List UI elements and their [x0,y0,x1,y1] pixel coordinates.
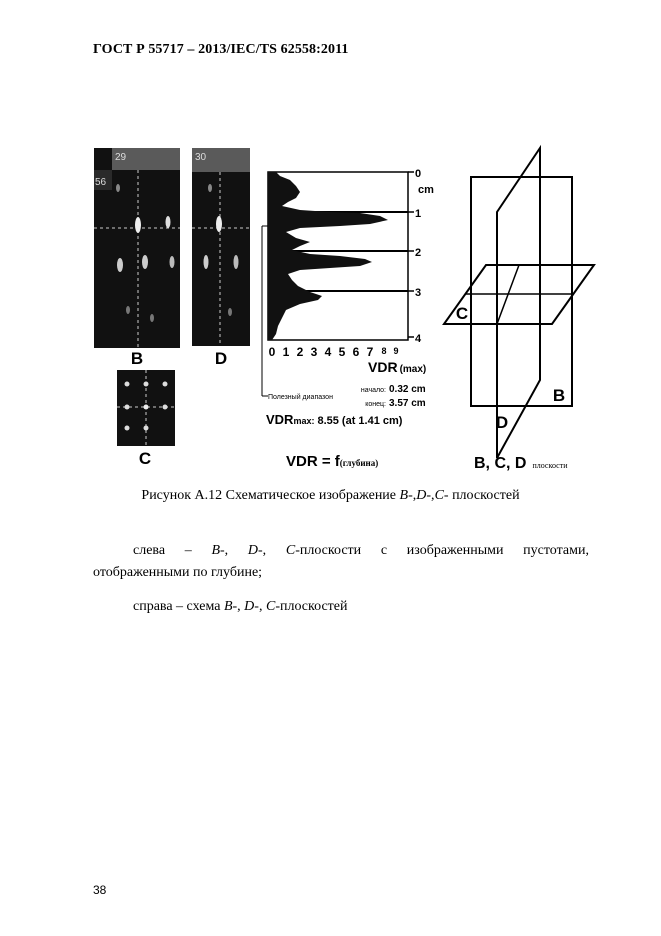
depth-tick-2: 2 [415,247,422,259]
d-panel-number-top: 30 [195,152,207,163]
planes-legend: B, C, D плоскости [474,455,568,472]
vdr-tick-2: 2 [296,345,304,359]
depth-unit: cm [418,184,434,196]
vdr-profile-plot [268,172,414,340]
useful-range-label: Полезный диапазон [268,394,333,401]
range-end-value: 3.57 cm [389,398,426,409]
figure-caption: Рисунок А.12 Схематическое изображение B-,D-,C- плоскостей [141,488,520,503]
depth-tick-1: 1 [415,208,422,220]
depth-tick-4: 4 [415,333,422,345]
vdr-tick-4: 4 [324,345,332,359]
b-panel-number-side: 56 [95,177,107,188]
vdr-tick-7: 7 [366,345,374,359]
range-start-label: начало: [360,387,386,394]
vdr-tick-8: 8 [381,346,387,356]
b-panel-label: B [130,349,144,368]
c-panel-label: C [138,449,152,468]
plane-label-c: C [455,304,469,323]
vdr-tick-9: 9 [393,346,399,356]
range-end-label: конец: [365,401,386,408]
paragraph-left-description: слева – B-, D-, C-плоскости с изображенными пустотами, отображенными по глубине; [93,543,589,580]
vdr-tick-5: 5 [338,345,346,359]
d-plane [497,148,540,458]
range-start-value: 0.32 cm [389,384,426,395]
paragraph-right-description: справа – схема B-, D-, C-плоскостей [133,599,348,614]
c-scan-panel [117,370,175,446]
depth-tick-3: 3 [415,287,422,299]
vdr-tick-3: 3 [310,345,318,359]
b-scan-panel [94,148,180,348]
vdr-max-text: VDRmax: 8.55 (at 1.41 cm) [266,412,403,427]
useful-range-bracket [262,226,268,396]
vdr-tick-0: 0 [268,345,276,359]
vdr-axis-label: VDR (max) [368,359,427,375]
vdr-formula: VDR = f(глубина) [286,453,379,470]
document-header: ГОСТ Р 55717 – 2013/IEC/TS 62558:2011 [93,42,349,57]
page-number: 38 [93,883,107,897]
depth-tick-0: 0 [415,168,422,180]
plane-label-b: B [552,386,566,405]
b-plane [471,177,572,406]
vdr-tick-1: 1 [282,345,290,359]
d-panel-label: D [214,349,228,368]
plane-label-d: D [495,413,509,432]
b-panel-number-top: 29 [115,152,127,163]
d-scan-panel [192,148,250,346]
planes-schematic [444,148,594,458]
vdr-tick-6: 6 [352,345,360,359]
